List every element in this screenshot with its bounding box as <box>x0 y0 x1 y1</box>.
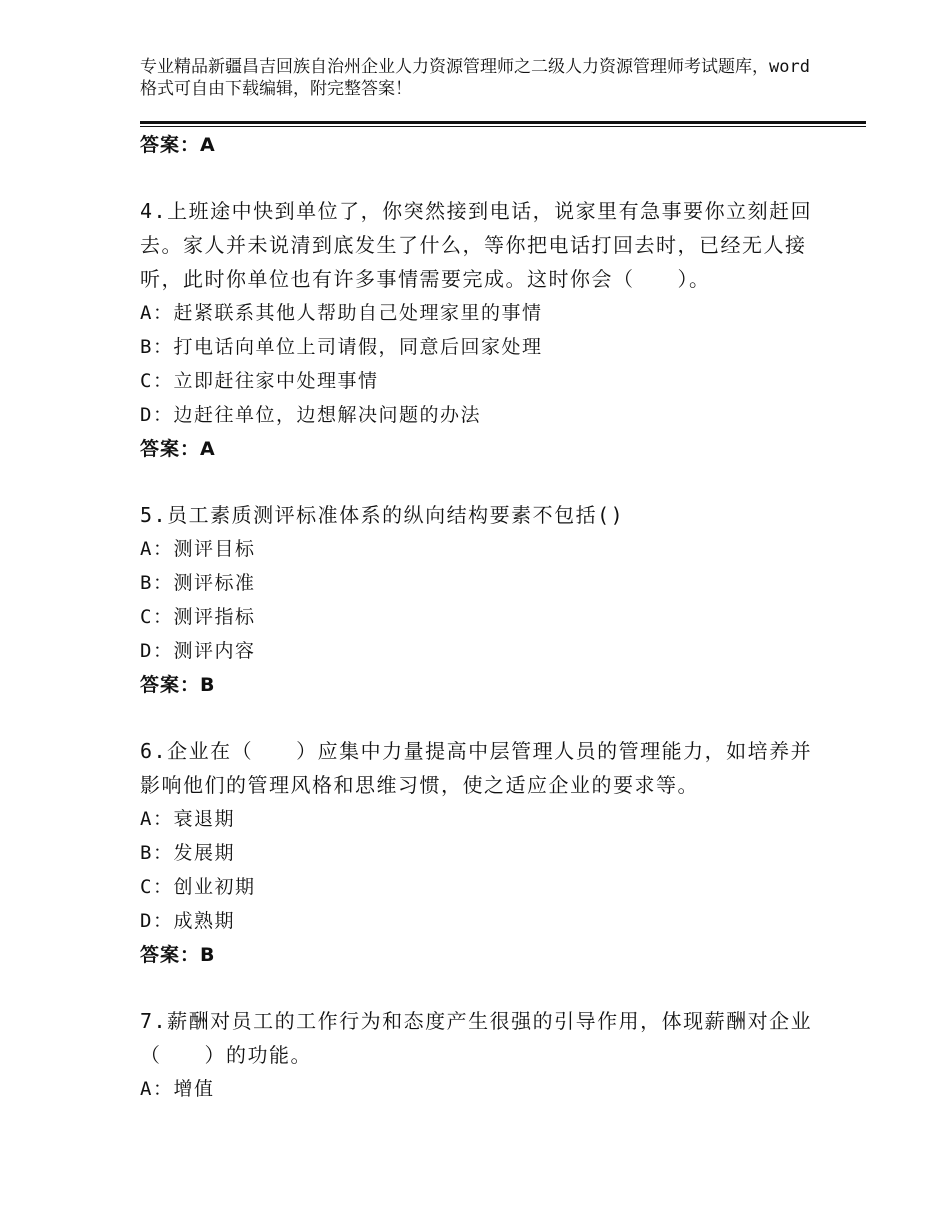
question-stem: 6.企业在（ ）应集中力量提高中层管理人员的管理能力，如培养并影响他们的管理风格和思维习惯，使之适应企业的要求等。 <box>140 739 813 797</box>
option-b: B：测评标准 <box>140 572 256 594</box>
answer-line: 答案：A <box>140 438 216 460</box>
option-a: A：增值 <box>140 1078 215 1100</box>
option-d: D：成熟期 <box>140 910 235 932</box>
question-stem: 7.薪酬对员工的工作行为和态度产生很强的引导作用，体现薪酬对企业（ ）的功能。 <box>140 1009 813 1067</box>
option-c: C：创业初期 <box>140 876 256 898</box>
option-b: B：打电话向单位上司请假，同意后回家处理 <box>140 336 543 358</box>
question-5 <box>140 498 820 702</box>
answer-line: 答案：A <box>140 134 216 156</box>
question-stem: 5.员工素质测评标准体系的纵向结构要素不包括() <box>140 503 625 527</box>
header-divider-thick <box>140 121 866 124</box>
document-header: 专业精品新疆昌吉回族自治州企业人力资源管理师之二级人力资源管理师考试题库，word格式可自由下载编辑，附完整答案！ <box>140 57 810 99</box>
option-d: D：边赶往单位，边想解决问题的办法 <box>140 404 481 426</box>
option-a: A：测评目标 <box>140 538 256 560</box>
header-divider-thin <box>140 126 866 127</box>
option-a: A：衰退期 <box>140 808 235 830</box>
option-b: B：发展期 <box>140 842 235 864</box>
option-d: D：测评内容 <box>140 640 256 662</box>
answer-line: 答案：B <box>140 674 216 696</box>
question-7 <box>140 1004 820 1106</box>
option-c: C：测评指标 <box>140 606 256 628</box>
document-body <box>140 128 820 1106</box>
option-a: A：赶紧联系其他人帮助自己处理家里的事情 <box>140 302 543 324</box>
answer-line: 答案：B <box>140 944 216 966</box>
option-c: C：立即赶往家中处理事情 <box>140 370 379 392</box>
question-stem: 4.上班途中快到单位了，你突然接到电话，说家里有急事要你立刻赶回去。家人并未说清到底发生了什么，等你把电话打回去时，已经无人接听，此时你单位也有许多事情需要完成。这时你会（ ）。 <box>140 199 813 291</box>
question-4 <box>140 194 820 466</box>
question-6 <box>140 734 820 972</box>
